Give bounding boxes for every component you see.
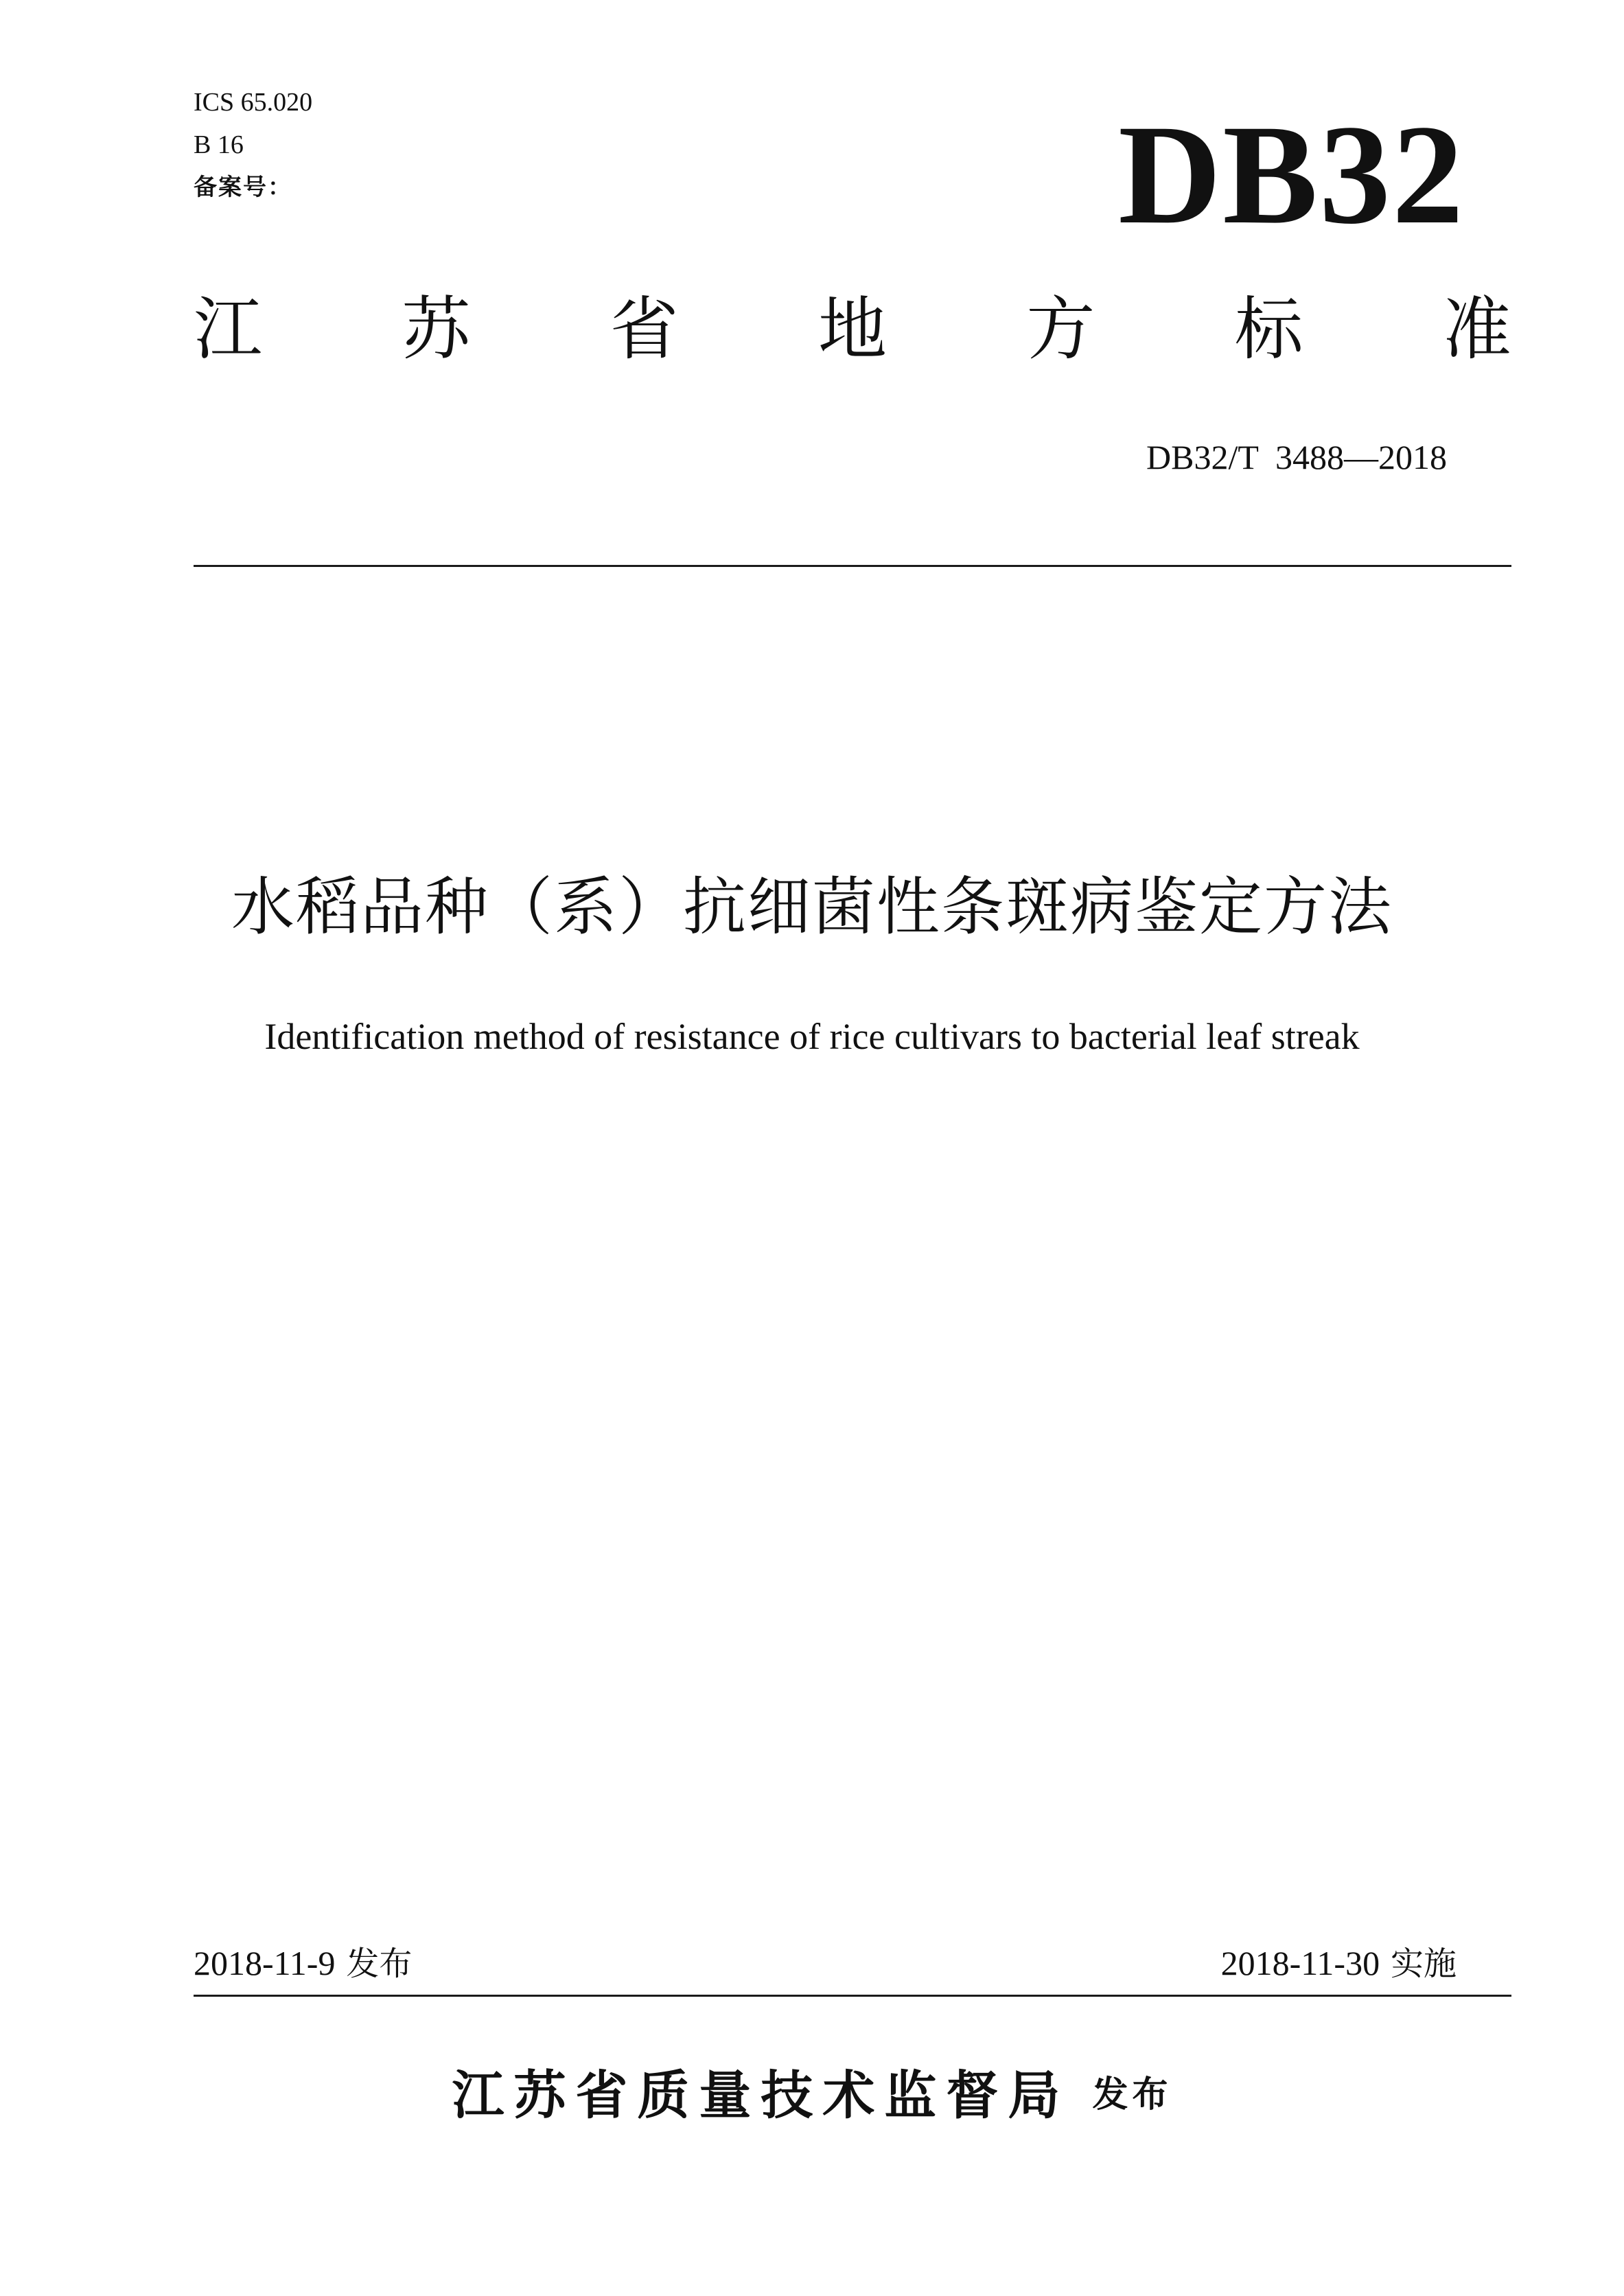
standard-type-char: 地 — [817, 289, 887, 369]
implement-date: 2018-11-30 — [1220, 1944, 1380, 1982]
ics-code: ICS 65.020 — [194, 88, 313, 117]
publish-label: 发布 — [346, 1945, 413, 1983]
standard-type-heading — [194, 288, 1511, 371]
classification-block — [194, 81, 312, 209]
issuer-line — [0, 2054, 1624, 2129]
publish-date-group — [194, 1941, 412, 1986]
standard-type-char: 江 — [194, 289, 262, 369]
implement-label: 实施 — [1390, 1945, 1457, 1983]
standard-type-char: 省 — [610, 289, 679, 369]
footer-divider — [194, 1995, 1511, 1997]
standard-number: DB32/T 3488—2018 — [1146, 438, 1447, 476]
issue-action: 发布 — [1092, 2074, 1172, 2115]
issuing-organization: 江苏省质量技术监督局 — [452, 2065, 1070, 2126]
date-row — [194, 1941, 1457, 1986]
publish-date: 2018-11-9 — [194, 1944, 336, 1982]
header-divider — [194, 565, 1511, 567]
record-number-label: 备案号： — [194, 174, 292, 201]
standard-type-char: 苏 — [402, 289, 471, 369]
standard-type-char: 方 — [1026, 289, 1095, 369]
title-english: Identification method of resistance of rice cultivars to bacterial leaf streak — [264, 1016, 1360, 1057]
implement-date-group — [1221, 1941, 1457, 1986]
title-chinese: 水稻品种（系）抗细菌性条斑病鉴定方法 — [231, 870, 1393, 944]
standard-type-char: 标 — [1234, 289, 1303, 369]
standard-code-mark: DB32 — [1118, 95, 1465, 253]
category-code: B 16 — [194, 130, 244, 159]
standard-type-char: 准 — [1442, 289, 1511, 369]
